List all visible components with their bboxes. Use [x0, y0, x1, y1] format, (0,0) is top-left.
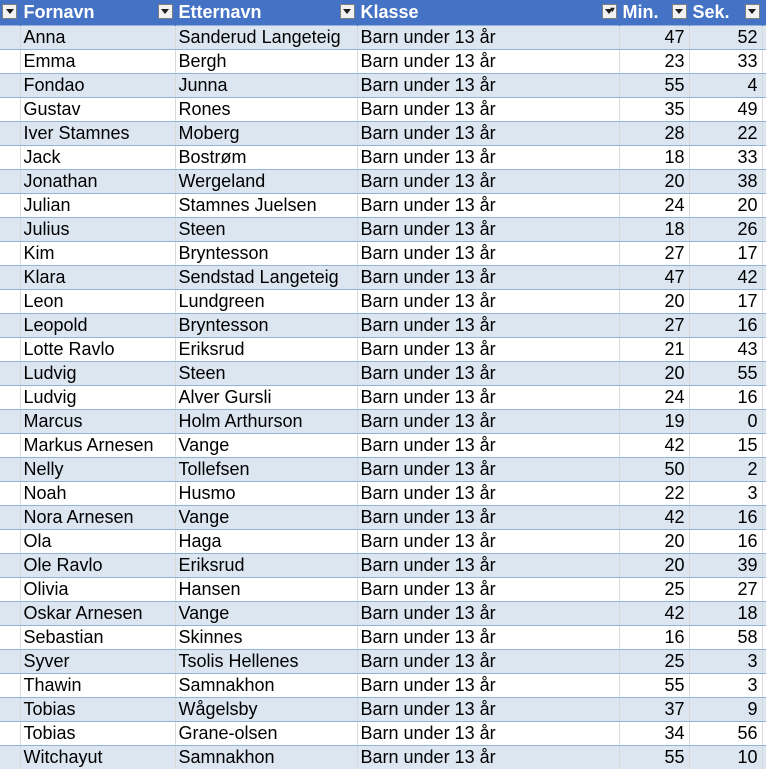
- cell-min[interactable]: 35: [619, 97, 689, 121]
- cell-sek[interactable]: 3: [689, 481, 762, 505]
- cell-left-margin[interactable]: [0, 505, 20, 529]
- cell-min[interactable]: 50: [619, 457, 689, 481]
- cell-min[interactable]: 20: [619, 361, 689, 385]
- cell-min[interactable]: 47: [619, 265, 689, 289]
- cell-min[interactable]: 24: [619, 193, 689, 217]
- cell-sek[interactable]: 16: [689, 313, 762, 337]
- cell-next-column[interactable]: [762, 409, 766, 433]
- cell-first-name[interactable]: Thawin: [20, 673, 175, 697]
- cell-first-name[interactable]: Tobias: [20, 697, 175, 721]
- table-row: [0, 505, 766, 529]
- cell-sek[interactable]: 20: [689, 193, 762, 217]
- cell-last-name[interactable]: Husmo: [175, 481, 357, 505]
- cell-class[interactable]: Barn under 13 år: [357, 241, 619, 265]
- cell-first-name[interactable]: Ludvig: [20, 361, 175, 385]
- cell-class[interactable]: Barn under 13 år: [357, 457, 619, 481]
- cell-class[interactable]: Barn under 13 år: [357, 145, 619, 169]
- cell-min[interactable]: 23: [619, 49, 689, 73]
- cell-left-margin[interactable]: [0, 553, 20, 577]
- cell-next-column[interactable]: [762, 193, 766, 217]
- cell-first-name[interactable]: Ole Ravlo: [20, 553, 175, 577]
- cell-first-name[interactable]: Jonathan: [20, 169, 175, 193]
- cell-left-margin[interactable]: [0, 97, 20, 121]
- cell-first-name[interactable]: Gustav: [20, 97, 175, 121]
- header-row: [0, 0, 766, 25]
- cell-first-name[interactable]: Iver Stamnes: [20, 121, 175, 145]
- cell-next-column[interactable]: [762, 433, 766, 457]
- cell-sek[interactable]: 39: [689, 553, 762, 577]
- cell-class[interactable]: Barn under 13 år: [357, 409, 619, 433]
- cell-next-column[interactable]: [762, 289, 766, 313]
- cell-last-name[interactable]: Sendstad Langeteig: [175, 265, 357, 289]
- cell-sek[interactable]: 26: [689, 217, 762, 241]
- cell-last-name[interactable]: Samnakhon: [175, 673, 357, 697]
- cell-last-name[interactable]: Hansen: [175, 577, 357, 601]
- cell-left-margin[interactable]: [0, 121, 20, 145]
- cell-class[interactable]: Barn under 13 år: [357, 625, 619, 649]
- table-row: [0, 25, 766, 49]
- filter-dropdown-button[interactable]: [2, 4, 17, 19]
- cell-sek[interactable]: 27: [689, 577, 762, 601]
- header-label-last-name: Etternavn: [178, 1, 262, 22]
- table-row: [0, 97, 766, 121]
- filter-funnel-icon: ▾: [610, 5, 615, 14]
- cell-last-name[interactable]: Grane-olsen: [175, 721, 357, 745]
- cell-next-column[interactable]: [762, 505, 766, 529]
- cell-class[interactable]: Barn under 13 år: [357, 601, 619, 625]
- cell-class[interactable]: Barn under 13 år: [357, 673, 619, 697]
- cell-last-name[interactable]: Junna: [175, 73, 357, 97]
- header-cell-first-name: [20, 0, 175, 25]
- table-row: [0, 169, 766, 193]
- cell-first-name[interactable]: Ola: [20, 529, 175, 553]
- filter-dropdown-button-class[interactable]: [602, 4, 617, 19]
- cell-first-name[interactable]: Oskar Arnesen: [20, 601, 175, 625]
- cell-first-name[interactable]: Klara: [20, 265, 175, 289]
- cell-min[interactable]: 20: [619, 289, 689, 313]
- cell-first-name[interactable]: Tobias: [20, 721, 175, 745]
- cell-min[interactable]: 25: [619, 649, 689, 673]
- table-row: [0, 745, 766, 769]
- table-row: [0, 457, 766, 481]
- cell-first-name[interactable]: Sebastian: [20, 625, 175, 649]
- dropdown-arrow-icon: [343, 9, 351, 14]
- table-row: [0, 145, 766, 169]
- table-row: [0, 265, 766, 289]
- cell-left-margin[interactable]: [0, 361, 20, 385]
- cell-first-name[interactable]: Witchayut: [20, 745, 175, 769]
- cell-left-margin[interactable]: [0, 649, 20, 673]
- dropdown-arrow-icon: [748, 9, 756, 14]
- cell-first-name[interactable]: Noah: [20, 481, 175, 505]
- table-row: [0, 289, 766, 313]
- filter-dropdown-button-min[interactable]: [672, 4, 687, 19]
- cell-last-name[interactable]: Samnakhon: [175, 745, 357, 769]
- cell-sek[interactable]: 17: [689, 289, 762, 313]
- cell-first-name[interactable]: Emma: [20, 49, 175, 73]
- cell-left-margin[interactable]: [0, 457, 20, 481]
- cell-next-column[interactable]: [762, 361, 766, 385]
- table-row: [0, 385, 766, 409]
- cell-left-margin[interactable]: [0, 577, 20, 601]
- cell-min[interactable]: 19: [619, 409, 689, 433]
- filter-dropdown-button-last-name[interactable]: [340, 4, 355, 19]
- cell-left-margin[interactable]: [0, 625, 20, 649]
- cell-sek[interactable]: 42: [689, 265, 762, 289]
- table-row: [0, 361, 766, 385]
- cell-next-column[interactable]: [762, 265, 766, 289]
- cell-first-name[interactable]: Fondao: [20, 73, 175, 97]
- cell-class[interactable]: Barn under 13 år: [357, 553, 619, 577]
- cell-min[interactable]: 42: [619, 505, 689, 529]
- cell-class[interactable]: Barn under 13 år: [357, 289, 619, 313]
- cell-next-column[interactable]: [762, 457, 766, 481]
- cell-min[interactable]: 42: [619, 433, 689, 457]
- cell-left-margin[interactable]: [0, 433, 20, 457]
- cell-class[interactable]: Barn under 13 år: [357, 721, 619, 745]
- cell-last-name[interactable]: Eriksrud: [175, 337, 357, 361]
- cell-first-name[interactable]: Leon: [20, 289, 175, 313]
- cell-last-name[interactable]: Skinnes: [175, 625, 357, 649]
- cell-sek[interactable]: 16: [689, 385, 762, 409]
- dropdown-arrow-icon: [675, 9, 683, 14]
- header-cell-next-column: [762, 0, 766, 25]
- cell-next-column[interactable]: [762, 385, 766, 409]
- cell-sek[interactable]: 49: [689, 97, 762, 121]
- cell-left-margin[interactable]: [0, 49, 20, 73]
- cell-class[interactable]: Barn under 13 år: [357, 25, 619, 49]
- cell-sek[interactable]: 3: [689, 673, 762, 697]
- cell-sek[interactable]: 43: [689, 337, 762, 361]
- cell-min[interactable]: 27: [619, 241, 689, 265]
- header-label-class: Klasse: [360, 1, 419, 22]
- cell-next-column[interactable]: [762, 577, 766, 601]
- cell-sek[interactable]: 18: [689, 601, 762, 625]
- cell-last-name[interactable]: Bryntesson: [175, 241, 357, 265]
- cell-left-margin[interactable]: [0, 25, 20, 49]
- cell-next-column[interactable]: [762, 553, 766, 577]
- table-row: [0, 433, 766, 457]
- cell-last-name[interactable]: Holm Arthurson: [175, 409, 357, 433]
- cell-left-margin[interactable]: [0, 481, 20, 505]
- cell-sek[interactable]: 56: [689, 721, 762, 745]
- cell-first-name[interactable]: Leopold: [20, 313, 175, 337]
- cell-left-margin[interactable]: [0, 385, 20, 409]
- header-cell-class: [357, 0, 619, 25]
- cell-left-margin[interactable]: [0, 169, 20, 193]
- cell-sek[interactable]: 16: [689, 505, 762, 529]
- cell-left-margin[interactable]: [0, 73, 20, 97]
- header-cell-left-margin: [0, 0, 20, 25]
- cell-min[interactable]: 25: [619, 577, 689, 601]
- cell-class[interactable]: Barn under 13 år: [357, 433, 619, 457]
- table-row: [0, 121, 766, 145]
- cell-sek[interactable]: 16: [689, 529, 762, 553]
- cell-first-name[interactable]: Markus Arnesen: [20, 433, 175, 457]
- cell-min[interactable]: 42: [619, 601, 689, 625]
- cell-left-margin[interactable]: [0, 145, 20, 169]
- cell-next-column[interactable]: [762, 73, 766, 97]
- cell-last-name[interactable]: Lundgreen: [175, 289, 357, 313]
- table-row: [0, 241, 766, 265]
- cell-first-name[interactable]: Anna: [20, 25, 175, 49]
- cell-next-column[interactable]: [762, 49, 766, 73]
- table-body: [0, 25, 766, 769]
- cell-left-margin[interactable]: [0, 241, 20, 265]
- cell-class[interactable]: Barn under 13 år: [357, 745, 619, 769]
- cell-min[interactable]: 28: [619, 121, 689, 145]
- cell-class[interactable]: Barn under 13 år: [357, 217, 619, 241]
- cell-class[interactable]: Barn under 13 år: [357, 577, 619, 601]
- cell-first-name[interactable]: Syver: [20, 649, 175, 673]
- table-row: [0, 337, 766, 361]
- cell-first-name[interactable]: Olivia: [20, 577, 175, 601]
- header-cell-min: [619, 0, 689, 25]
- cell-left-margin[interactable]: [0, 745, 20, 769]
- cell-first-name[interactable]: Kim: [20, 241, 175, 265]
- cell-left-margin[interactable]: [0, 697, 20, 721]
- cell-last-name[interactable]: Rones: [175, 97, 357, 121]
- table-row: [0, 721, 766, 745]
- table-row: [0, 313, 766, 337]
- cell-next-column[interactable]: [762, 625, 766, 649]
- cell-sek[interactable]: 33: [689, 145, 762, 169]
- cell-left-margin[interactable]: [0, 529, 20, 553]
- cell-first-name[interactable]: Nelly: [20, 457, 175, 481]
- filter-dropdown-button-sek[interactable]: [745, 4, 760, 19]
- cell-left-margin[interactable]: [0, 409, 20, 433]
- cell-class[interactable]: Barn under 13 år: [357, 649, 619, 673]
- table-row: [0, 217, 766, 241]
- cell-last-name[interactable]: Haga: [175, 529, 357, 553]
- cell-min[interactable]: 16: [619, 625, 689, 649]
- cell-first-name[interactable]: Nora Arnesen: [20, 505, 175, 529]
- cell-class[interactable]: Barn under 13 år: [357, 265, 619, 289]
- cell-first-name[interactable]: Jack: [20, 145, 175, 169]
- cell-class[interactable]: Barn under 13 år: [357, 121, 619, 145]
- cell-sek[interactable]: 58: [689, 625, 762, 649]
- cell-class[interactable]: Barn under 13 år: [357, 337, 619, 361]
- cell-last-name[interactable]: Tsolis Hellenes: [175, 649, 357, 673]
- cell-last-name[interactable]: Bryntesson: [175, 313, 357, 337]
- cell-min[interactable]: 18: [619, 217, 689, 241]
- cell-last-name[interactable]: Moberg: [175, 121, 357, 145]
- cell-min[interactable]: 20: [619, 553, 689, 577]
- table-row: [0, 409, 766, 433]
- cell-min[interactable]: 18: [619, 145, 689, 169]
- dropdown-arrow-icon: [6, 9, 14, 14]
- cell-first-name[interactable]: Julius: [20, 217, 175, 241]
- cell-first-name[interactable]: Julian: [20, 193, 175, 217]
- cell-min[interactable]: 37: [619, 697, 689, 721]
- cell-sek[interactable]: 52: [689, 25, 762, 49]
- cell-next-column[interactable]: [762, 745, 766, 769]
- cell-class[interactable]: Barn under 13 år: [357, 697, 619, 721]
- cell-next-column[interactable]: [762, 313, 766, 337]
- cell-left-margin[interactable]: [0, 193, 20, 217]
- table-row: [0, 601, 766, 625]
- cell-last-name[interactable]: Bostrøm: [175, 145, 357, 169]
- cell-next-column[interactable]: [762, 337, 766, 361]
- table-row: [0, 553, 766, 577]
- table-row: [0, 577, 766, 601]
- cell-class[interactable]: Barn under 13 år: [357, 505, 619, 529]
- cell-last-name[interactable]: Wågelsby: [175, 697, 357, 721]
- cell-first-name[interactable]: Ludvig: [20, 385, 175, 409]
- cell-first-name[interactable]: Lotte Ravlo: [20, 337, 175, 361]
- cell-next-column[interactable]: [762, 481, 766, 505]
- cell-sek[interactable]: 0: [689, 409, 762, 433]
- cell-left-margin[interactable]: [0, 337, 20, 361]
- cell-left-margin[interactable]: [0, 265, 20, 289]
- cell-min[interactable]: 34: [619, 721, 689, 745]
- cell-min[interactable]: 55: [619, 745, 689, 769]
- cell-next-column[interactable]: [762, 217, 766, 241]
- cell-sek[interactable]: 22: [689, 121, 762, 145]
- cell-min[interactable]: 55: [619, 73, 689, 97]
- cell-left-margin[interactable]: [0, 289, 20, 313]
- cell-sek[interactable]: 17: [689, 241, 762, 265]
- cell-class[interactable]: Barn under 13 år: [357, 169, 619, 193]
- cell-next-column[interactable]: [762, 697, 766, 721]
- cell-next-column[interactable]: [762, 721, 766, 745]
- cell-last-name[interactable]: Vange: [175, 433, 357, 457]
- cell-class[interactable]: Barn under 13 år: [357, 385, 619, 409]
- table-row: [0, 697, 766, 721]
- header-label-sek: Sek.: [692, 1, 730, 22]
- table-row: [0, 649, 766, 673]
- cell-last-name[interactable]: Tollefsen: [175, 457, 357, 481]
- cell-next-column[interactable]: [762, 241, 766, 265]
- cell-class[interactable]: Barn under 13 år: [357, 481, 619, 505]
- table-row: [0, 625, 766, 649]
- cell-sek[interactable]: 33: [689, 49, 762, 73]
- cell-first-name[interactable]: Marcus: [20, 409, 175, 433]
- header-label-first-name: Fornavn: [23, 1, 95, 22]
- cell-sek[interactable]: 10: [689, 745, 762, 769]
- cell-next-column[interactable]: [762, 121, 766, 145]
- cell-class[interactable]: Barn under 13 år: [357, 361, 619, 385]
- cell-next-column[interactable]: [762, 601, 766, 625]
- cell-left-margin[interactable]: [0, 721, 20, 745]
- cell-class[interactable]: Barn under 13 år: [357, 193, 619, 217]
- cell-left-margin[interactable]: [0, 601, 20, 625]
- cell-min[interactable]: 20: [619, 529, 689, 553]
- cell-sek[interactable]: 38: [689, 169, 762, 193]
- cell-next-column[interactable]: [762, 673, 766, 697]
- cell-min[interactable]: 24: [619, 385, 689, 409]
- cell-sek[interactable]: 15: [689, 433, 762, 457]
- cell-min[interactable]: 22: [619, 481, 689, 505]
- cell-sek[interactable]: 55: [689, 361, 762, 385]
- cell-class[interactable]: Barn under 13 år: [357, 73, 619, 97]
- header-cell-last-name: [175, 0, 357, 25]
- sort-dropdown-button-first-name[interactable]: [158, 4, 173, 19]
- cell-last-name[interactable]: Steen: [175, 361, 357, 385]
- dropdown-arrow-icon: [161, 9, 169, 14]
- cell-left-margin[interactable]: [0, 313, 20, 337]
- cell-sek[interactable]: 3: [689, 649, 762, 673]
- cell-last-name[interactable]: Eriksrud: [175, 553, 357, 577]
- cell-sek[interactable]: 4: [689, 73, 762, 97]
- table-row: [0, 49, 766, 73]
- cell-class[interactable]: Barn under 13 år: [357, 529, 619, 553]
- cell-last-name[interactable]: Sanderud Langeteig: [175, 25, 357, 49]
- cell-next-column[interactable]: [762, 529, 766, 553]
- cell-class[interactable]: Barn under 13 år: [357, 313, 619, 337]
- table-row: [0, 481, 766, 505]
- cell-next-column[interactable]: [762, 25, 766, 49]
- header-label-min: Min.: [622, 1, 659, 22]
- cell-left-margin[interactable]: [0, 673, 20, 697]
- cell-last-name[interactable]: Bergh: [175, 49, 357, 73]
- cell-last-name[interactable]: Stamnes Juelsen: [175, 193, 357, 217]
- cell-next-column[interactable]: [762, 145, 766, 169]
- table-row: [0, 73, 766, 97]
- cell-sek[interactable]: 9: [689, 697, 762, 721]
- table-row: [0, 529, 766, 553]
- cell-class[interactable]: Barn under 13 år: [357, 97, 619, 121]
- cell-next-column[interactable]: [762, 97, 766, 121]
- cell-left-margin[interactable]: [0, 217, 20, 241]
- table-row: [0, 193, 766, 217]
- cell-last-name[interactable]: Alver Gursli: [175, 385, 357, 409]
- cell-last-name[interactable]: Vange: [175, 505, 357, 529]
- cell-min[interactable]: 55: [619, 673, 689, 697]
- cell-last-name[interactable]: Wergeland: [175, 169, 357, 193]
- header-cell-sek: [689, 0, 762, 25]
- cell-min[interactable]: 47: [619, 25, 689, 49]
- cell-last-name[interactable]: Steen: [175, 217, 357, 241]
- cell-min[interactable]: 20: [619, 169, 689, 193]
- cell-next-column[interactable]: [762, 649, 766, 673]
- cell-class[interactable]: Barn under 13 år: [357, 49, 619, 73]
- cell-min[interactable]: 27: [619, 313, 689, 337]
- cell-last-name[interactable]: Vange: [175, 601, 357, 625]
- table-row: [0, 673, 766, 697]
- cell-sek[interactable]: 2: [689, 457, 762, 481]
- cell-min[interactable]: 21: [619, 337, 689, 361]
- cell-next-column[interactable]: [762, 169, 766, 193]
